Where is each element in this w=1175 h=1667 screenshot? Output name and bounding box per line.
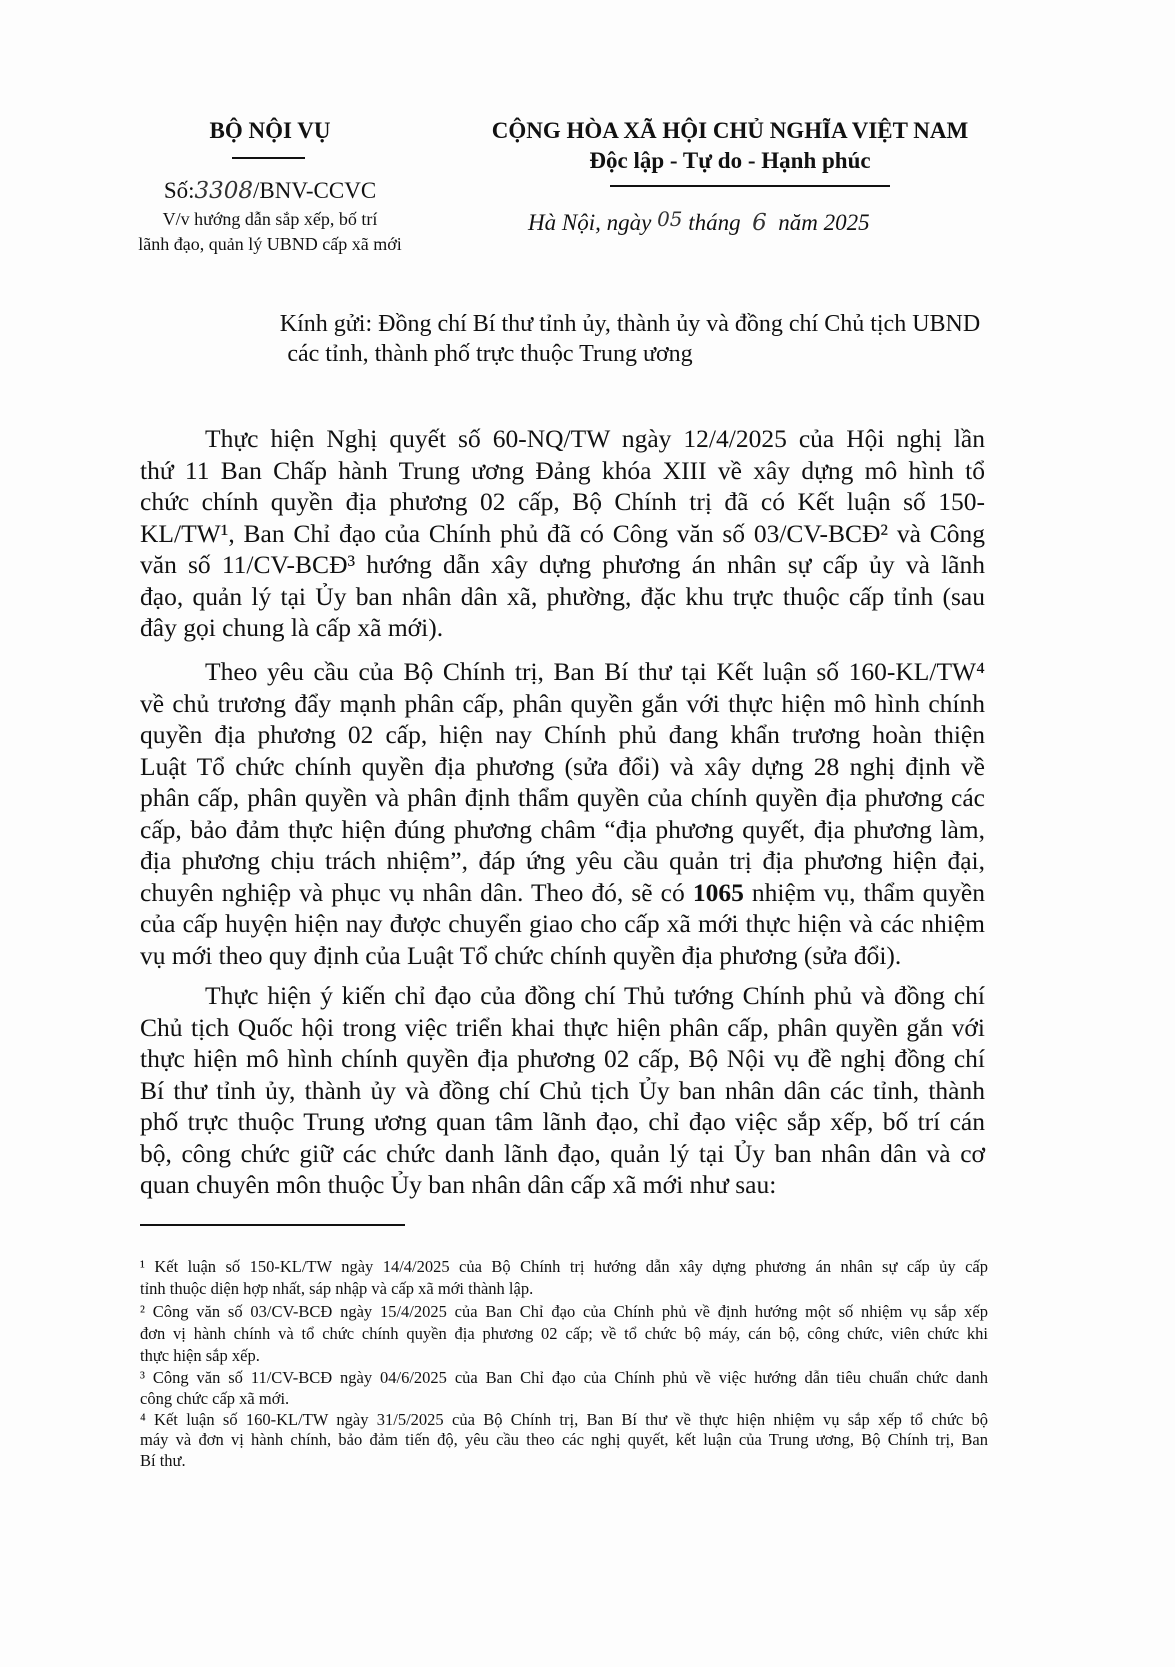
footnote-line: Bí thư. (140, 1451, 186, 1470)
footnote-line: ⁴ Kết luận số 160-KL/TW ngày 31/5/2025 của Bộ Chính trị, Ban Bí thư về thực hiện nhiệm vụ sắp xếp tổ chức bộ (140, 1410, 988, 1429)
paragraph-3-line: thực hiện mô hình chính quyền địa phương 02 cấp, Bộ Nội vụ đề nghị đồng chí (140, 1044, 985, 1073)
paragraph-2-line: Theo yêu cầu của Bộ Chính trị, Ban Bí thư tại Kết luận số 160-KL/TW⁴ (205, 657, 985, 686)
paragraph-1-line: Thực hiện Nghị quyết số 60-NQ/TW ngày 12/4/2025 của Hội nghị lần (205, 424, 985, 453)
agency-underline (232, 157, 305, 159)
agency-name: BỘ NỘI VỤ (209, 118, 331, 143)
date-month-label: tháng (688, 210, 741, 235)
paragraph-2-line: vụ mới theo quy định của Luật Tổ chức chính quyền địa phương (sửa đổi). (140, 940, 902, 970)
paragraph-2-line: chuyên nghiệp và phục vụ nhân dân. Theo đó, sẽ có 1065 nhiệm vụ, thẩm quyền (140, 877, 986, 907)
paragraph-2-line: cấp, bảo đảm thực hiện đúng phương châm “địa phương quyết, địa phương làm, (140, 814, 985, 844)
paragraph-3-line: bộ, công chức giữ các chức danh lãnh đạo, quản lý tại Ủy ban nhân dân và cơ (140, 1138, 985, 1168)
recipient-line-1: Kính gửi: Đồng chí Bí thư tỉnh ủy, thành ủy và đồng chí Chủ tịch UBND (279, 311, 981, 337)
subject-line-1: V/v hướng dẫn sắp xếp, bố trí (162, 209, 378, 229)
number-suffix: /BNV-CCVC (253, 178, 377, 203)
paragraph-1-line: đây gọi chung là cấp xã mới). (140, 613, 444, 642)
footnote-line: thực hiện sắp xếp. (140, 1346, 260, 1365)
motto-underline (610, 185, 890, 187)
paragraph-3-line: phố trực thuộc Trung ương quan tâm lãnh đạo, chỉ đạo việc sắp xếp, bố trí cán (140, 1107, 985, 1136)
subject-line-2: lãnh đạo, quản lý UBND cấp xã mới (138, 234, 402, 254)
footnote-line: tỉnh thuộc diện hợp nhất, sáp nhập và cấp xã mới thành lập. (140, 1279, 534, 1298)
paragraph-2-line: của cấp huyện hiện nay được chuyển giao cho cấp xã mới thực hiện và các nhiệm (140, 909, 985, 938)
date-line (528, 207, 870, 236)
paragraph-3-line: Bí thư tỉnh ủy, thành ủy và đồng chí Chủ tịch Ủy ban nhân dân các tỉnh, thành (140, 1075, 985, 1105)
paragraph-1-line: KL/TW¹, Ban Chỉ đạo của Chính phủ đã có Công văn số 03/CV-BCĐ² và Công (140, 518, 985, 548)
document-number (120, 178, 420, 204)
footnote-separator (140, 1224, 405, 1226)
paragraph-2-line: quyền địa phương 02 cấp, hiện nay Chính phủ đang khẩn trương hoàn thiện (140, 720, 985, 749)
number-handwritten: 3308 (194, 178, 254, 204)
date-place: Hà Nội, ngày (528, 210, 652, 235)
footnote-line: ² Công văn số 03/CV-BCĐ ngày 15/4/2025 của Ban Chỉ đạo của Chính phủ về định hướng một số nhiệm vụ sắp xếp (140, 1302, 988, 1321)
paragraph-1-line: đạo, quản lý tại Ủy ban nhân dân xã, phường, đặc khu trực thuộc cấp tỉnh (sau (140, 581, 985, 611)
date-month: 6 (752, 210, 767, 236)
paragraph-1-line: chức chính quyền địa phương 02 cấp, Bộ Chính trị đã có Kết luận số 150- (140, 487, 985, 516)
paragraph-3-line: quan chuyên môn thuộc Ủy ban nhân dân cấp xã mới như sau: (140, 1170, 777, 1199)
motto: Độc lập - Tự do - Hạnh phúc (589, 148, 871, 173)
paragraph-3-line: Chủ tịch Quốc hội trong việc triển khai thực hiện phân cấp, phân quyền gắn với (140, 1012, 985, 1042)
paragraph-2-line: Luật Tổ chức chính quyền địa phương (sửa đổi) và xây dựng 28 nghị định về (140, 751, 985, 781)
recipient-line-2: các tỉnh, thành phố trực thuộc Trung ương (287, 341, 693, 367)
paragraph-2-line: địa phương chịu trách nhiệm”, đáp ứng yêu cầu quản trị địa phương hiện đại, (140, 846, 985, 875)
footnote-line: ¹ Kết luận số 150-KL/TW ngày 14/4/2025 của Bộ Chính trị hướng dẫn xây dựng phương án nhân sự cấp ủy cấp (140, 1257, 988, 1276)
date-day: 05 (657, 207, 683, 231)
footnote-line: đơn vị hành chính và tổ chức chính quyền địa phương 02 cấp; về tổ chức bộ máy, cán bộ, công chức, viên chức khi (140, 1324, 988, 1343)
paragraph-2-line: về chủ trương đẩy mạnh phân cấp, phân quyền gắn với thực hiện mô hình chính (140, 688, 985, 718)
footnote-line: công chức cấp xã mới. (140, 1389, 290, 1408)
date-year: năm 2025 (778, 210, 870, 235)
paragraph-1-line: thứ 11 Ban Chấp hành Trung ương Đảng khóa XIII về xây dựng mô hình tổ (140, 455, 985, 485)
number-prefix: Số: (163, 178, 195, 203)
country-name: CỘNG HÒA XÃ HỘI CHỦ NGHĨA VIỆT NAM (491, 118, 969, 143)
footnote-line: máy và đơn vị hành chính, bảo đảm tiến độ, yêu cầu theo các nghị quyết, kết luận của Trung ương, Bộ Chính trị, Ban (140, 1430, 988, 1449)
paragraph-1-line: văn số 11/CV-BCĐ³ hướng dẫn xây dựng phương án nhân sự cấp ủy và lãnh (140, 550, 985, 579)
paragraph-2-line: phân cấp, phân quyền và phân định thẩm quyền của chính quyền địa phương các (140, 783, 985, 812)
footnote-line: ³ Công văn số 11/CV-BCĐ ngày 04/6/2025 của Ban Chỉ đạo của Chính phủ về việc hướng dẫn tiêu chuẩn chức danh (140, 1368, 988, 1387)
paragraph-3-line: Thực hiện ý kiến chỉ đạo của đồng chí Thủ tướng Chính phủ và đồng chí (205, 981, 985, 1010)
